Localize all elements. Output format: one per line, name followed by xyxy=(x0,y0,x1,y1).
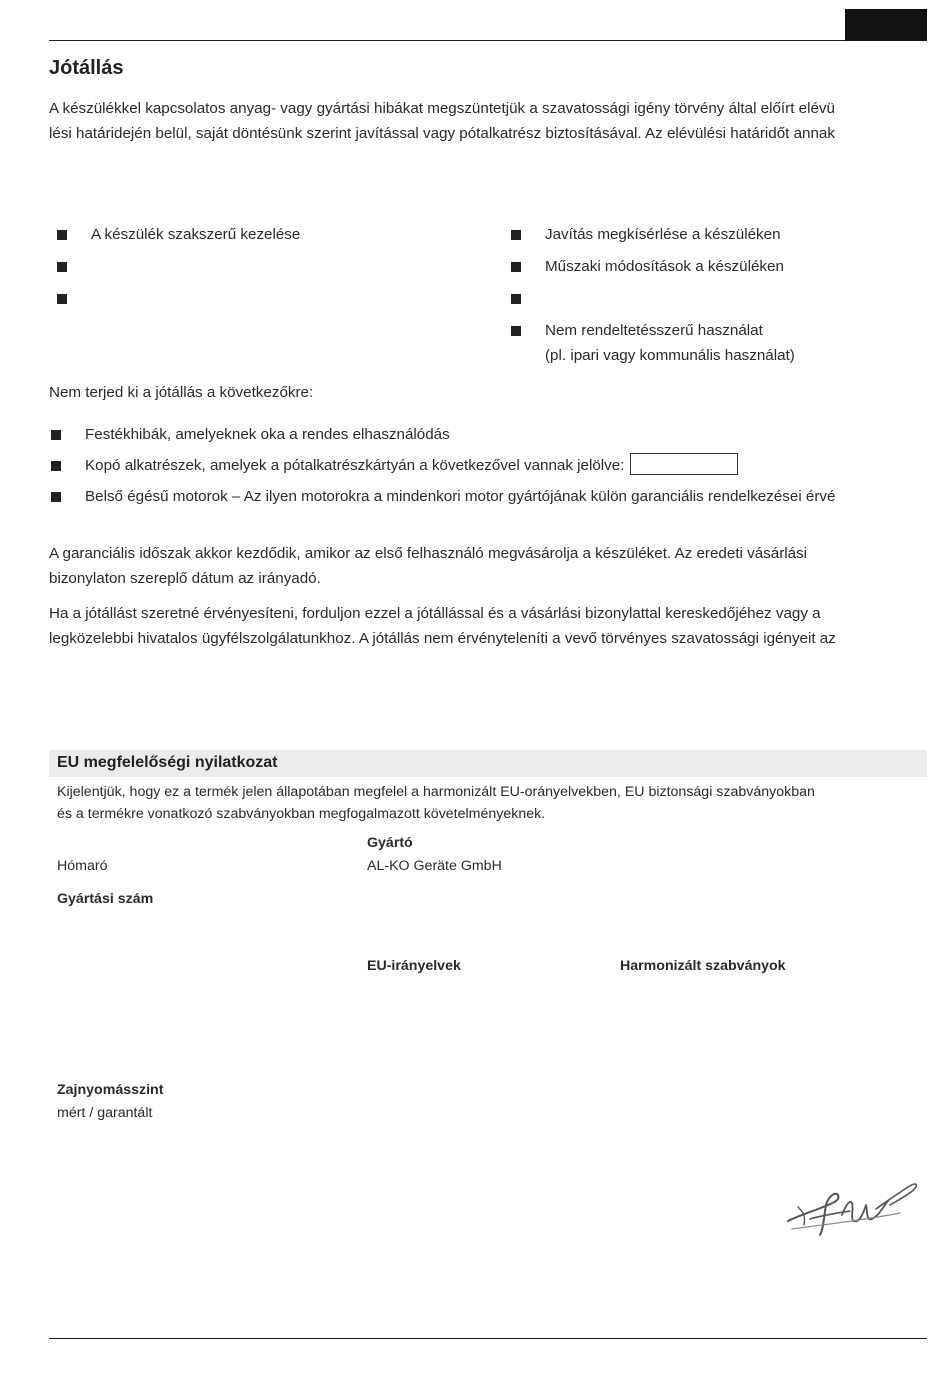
manufacturer-label: Gyártó xyxy=(367,835,413,851)
square-bullet-icon xyxy=(51,492,61,502)
wear-part-marker-box xyxy=(630,453,738,475)
list-item-text: Műszaki módosítások a készüléken xyxy=(545,258,784,275)
list-item-text: Festékhibák, amelyeknek oka a rendes elhasználódás xyxy=(85,426,450,443)
list-item-text: Javítás megkísérlése a készüléken xyxy=(545,226,781,243)
warranty-claim xyxy=(49,601,927,651)
warranty-period-line: bizonylaton szereplő dátum az irányadó. xyxy=(49,570,321,587)
square-bullet-icon xyxy=(51,461,61,471)
warranty-title: Jótállás xyxy=(49,57,124,79)
list-item-text: Nem rendeltetésszerű használat xyxy=(545,322,763,339)
warranty-intro-line: lési határidején belül, saját döntésünk szerint javítással vagy pótalkatrész biztosításával. Az elévülési határidőt annak xyxy=(49,125,835,142)
list-item-subtext: (pl. ipari vagy kommunális használat) xyxy=(545,347,795,364)
corner-black-tab xyxy=(845,9,927,41)
warranty-period-line: A garanciális időszak akkor kezdődik, amikor az első felhasználó megvásárolja a készüléket. Az eredeti vásárlási xyxy=(49,545,808,562)
eu-declaration-text xyxy=(57,781,927,825)
warranty-intro-line: A készülékkel kapcsolatos anyag- vagy gyártási hibákat megszüntetjük a szavatossági igény törvény által előírt elévü xyxy=(49,100,835,117)
serial-number-label: Gyártási szám xyxy=(57,891,154,907)
bottom-rule xyxy=(49,1338,927,1339)
signature-image xyxy=(780,1175,925,1245)
exclusions-list xyxy=(51,426,927,516)
conditions-right-list xyxy=(511,226,927,366)
noise-level-sublabel: mért / garantált xyxy=(57,1105,153,1121)
eu-declaration-title: EU megfelelőségi nyilatkozat xyxy=(57,754,278,771)
noise-level-label: Zajnyomásszint xyxy=(57,1082,164,1098)
warranty-intro xyxy=(49,96,927,146)
list-item-text: Kopó alkatrészek, amelyek a pótalkatrészkártyán a következővel vannak jelölve: xyxy=(85,457,625,474)
square-bullet-icon xyxy=(511,326,521,336)
standards-label: Harmonizált szabványok xyxy=(620,958,786,974)
manufacturer-value: AL-KO Geräte GmbH xyxy=(367,858,502,874)
list-item-text: Belső égésű motorok – Az ilyen motorokra a mindenkori motor gyártójának külön garanciális rendelkezései érvé xyxy=(85,488,836,505)
square-bullet-icon xyxy=(511,230,521,240)
directives-label: EU-irányelvek xyxy=(367,958,461,974)
warranty-period xyxy=(49,541,927,591)
list-item-text: A készülék szakszerű kezelése xyxy=(91,226,301,243)
square-bullet-icon xyxy=(57,262,67,272)
eu-declaration-text-line: Kijelentjük, hogy ez a termék jelen állapotában megfelel a harmonizált EU-orányelvekben, EU biztonsági szabványokban xyxy=(57,784,815,800)
product-label: Hómaró xyxy=(57,858,108,874)
exclusions-heading: Nem terjed ki a jótállás a következőkre: xyxy=(49,384,314,401)
top-rule xyxy=(49,40,927,41)
eu-declaration-text-line: és a termékre vonatkozó szabványokban megfogalmazott követelményeknek. xyxy=(57,806,546,822)
square-bullet-icon xyxy=(511,294,521,304)
square-bullet-icon xyxy=(511,262,521,272)
conditions-left-list xyxy=(57,226,477,316)
warranty-claim-line: Ha a jótállást szeretné érvényesíteni, forduljon ezzel a jótállással és a vásárlási bizonylattal kereskedőjéhez vagy a xyxy=(49,605,821,622)
square-bullet-icon xyxy=(51,430,61,440)
warranty-claim-line: legközelebbi hivatalos ügyfélszolgálatunkhoz. A jótállás nem érvényteleníti a vevő törvényes szavatossági igényeit az xyxy=(49,630,836,647)
square-bullet-icon xyxy=(57,294,67,304)
square-bullet-icon xyxy=(57,230,67,240)
